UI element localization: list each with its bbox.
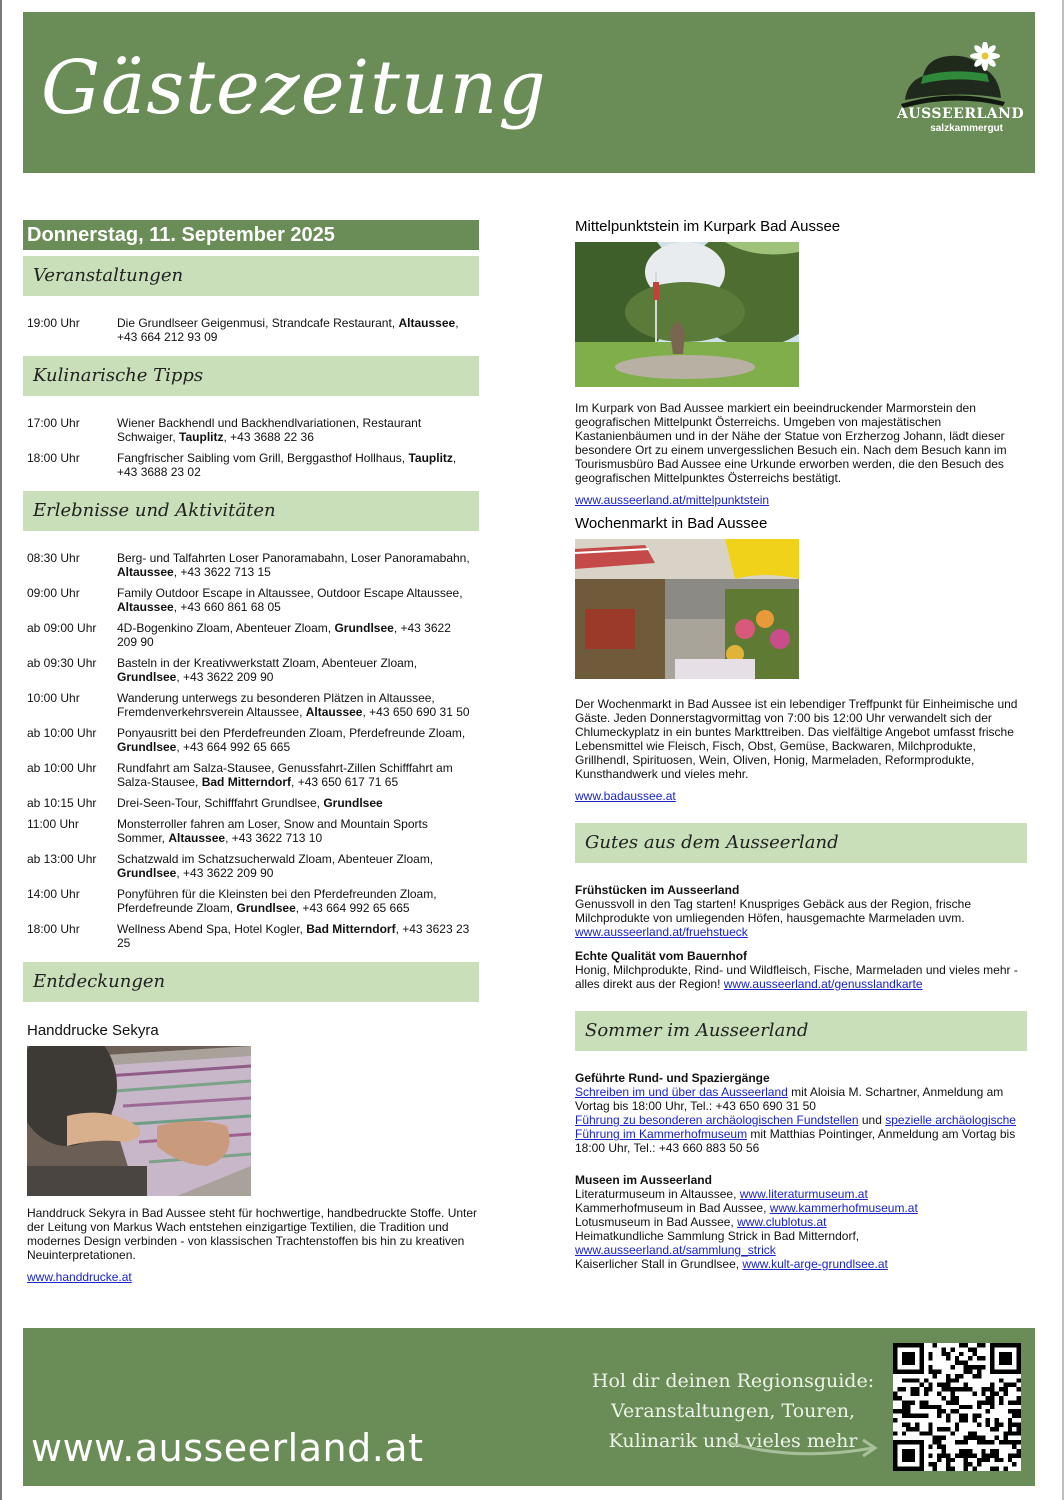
event-description (117, 656, 479, 684)
event-phone: , +43 3688 22 36 (223, 430, 314, 444)
event-description (117, 551, 479, 579)
wochenmarkt-photo (575, 539, 799, 679)
event-row (23, 621, 479, 649)
museum-row (575, 1257, 1027, 1271)
kammerhof-fuehrung-link[interactable]: spezielle archäologische Führung im Kammerhofmuseum (575, 1113, 1016, 1141)
section-kulinarisch-heading: Kulinarische Tipps (23, 356, 479, 396)
date-banner: Donnerstag, 11. September 2025 (23, 220, 479, 250)
event-time: 11:00 Uhr (27, 817, 79, 831)
event-place: Altaussee (117, 600, 174, 614)
event-row (23, 551, 479, 579)
event-text: Basteln in der Kreativwerkstatt Zloam, Abenteuer Zloam, (117, 656, 418, 670)
event-phone: , +43 664 992 65 665 (176, 740, 291, 754)
museum-name: Kaiserlicher Stall in Grundlsee, (575, 1257, 743, 1271)
event-row (23, 761, 479, 789)
footer-url[interactable]: www.ausseerland.at (31, 1426, 424, 1470)
event-row (23, 586, 479, 614)
event-time: 14:00 Uhr (27, 887, 80, 901)
event-time: 10:00 Uhr (27, 691, 80, 705)
section-entdeckungen-heading: Entdeckungen (23, 962, 479, 1002)
arrow-icon (723, 1432, 883, 1462)
event-phone: , +43 3622 209 90 (176, 866, 274, 880)
event-row (23, 796, 479, 810)
event-place: Grundlsee (117, 866, 177, 880)
event-phone: , +43 660 861 68 05 (173, 600, 281, 614)
event-description (117, 817, 479, 845)
right-column (575, 218, 1027, 1271)
event-text: 4D-Bogenkino Zloam, Abenteuer Zloam, (117, 621, 335, 635)
logo-subtitle: salzkammergut (930, 123, 1003, 134)
gefuehrte-item-text: mit Matthias Pointinger, Anmeldung am Vortag bis 18:00 Uhr, Tel.: +43 660 883 50 56 (575, 1127, 1016, 1155)
event-time: 08:30 Uhr (27, 551, 80, 565)
event-phone: , +43 664 212 93 09 (117, 316, 459, 344)
museen-heading: Museen im Ausseerland (575, 1173, 712, 1187)
event-list-veranstaltungen (23, 316, 479, 344)
promo-line-3: Kulinarik und vieles mehr (608, 1430, 858, 1452)
event-description (117, 922, 479, 950)
event-phone: , +43 650 617 71 65 (291, 775, 399, 789)
event-description (117, 691, 479, 719)
event-place: Altaussee (117, 565, 174, 579)
page-title: Gästezeitung (41, 45, 547, 131)
event-description (117, 621, 479, 649)
museum-link[interactable]: www.clublotus.at (737, 1215, 827, 1229)
event-time: ab 13:00 Uhr (27, 852, 97, 866)
gutes-list (575, 883, 1027, 991)
mittelpunkt-text: Im Kurpark von Bad Aussee markiert ein beeindruckender Marmorstein den geografischen Mittelpunkt Österreichs. Umgeben von majestätischen Kastanienbäumen und in der Nähe der Statue von Erzherzog Johann, lädt dieser besondere Ort zu einem unvergesslichen Besuch ein. Nach dem Besuch kann im Tourismusbüro Bad Aussee eine Urkunde erworben werden, die den Besuch des geografischen Mittelpunktes Österreichs bestätigt. (575, 401, 1007, 485)
event-time: 18:00 Uhr (27, 451, 80, 465)
event-text: Rundfahrt am Salza-Stausee, Genussfahrt-Zillen Schifffahrt am Salza-Stausee, (117, 761, 453, 789)
event-text: Ponyausritt bei den Pferdefreunden Zloam, Pferdefreunde Zloam, (117, 726, 466, 740)
event-time: 09:00 Uhr (27, 586, 80, 600)
event-place: Grundlsee (323, 796, 383, 810)
museum-row (575, 1187, 1027, 1201)
event-text: Wanderung unterwegs zu besonderen Plätzen in Altaussee, Fremdenverkehrsverein Altaussee, (117, 691, 435, 719)
event-row (23, 922, 479, 950)
event-phone: , +43 3622 209 90 (117, 621, 451, 649)
museum-link[interactable]: www.kult-arge-grundlsee.at (742, 1257, 888, 1271)
event-text: Schatzwald im Schatzsucherwald Zloam, Abenteuer Zloam, (117, 852, 434, 866)
wochenmarkt-title: Wochenmarkt in Bad Aussee (575, 515, 768, 532)
promo-line-1: Hol dir deinen Regionsguide: (591, 1370, 875, 1392)
event-text: Fangfrischer Saibling vom Grill, Berggasthof Hollhaus, (117, 451, 409, 465)
page-frame-left (0, 0, 2, 1500)
event-place: Grundlsee (334, 621, 394, 635)
event-phone: , +43 650 690 31 50 (362, 705, 470, 719)
gutes-item-heading: Frühstücken im Ausseerland (575, 883, 740, 897)
event-place: Grundlsee (236, 901, 296, 915)
event-text: Die Grundlseer Geigenmusi, Strandcafe Restaurant, (117, 316, 399, 330)
feature-title: Handdrucke Sekyra (27, 1022, 159, 1039)
genusslandkarte-link[interactable]: www.ausseerland.at/genusslandkarte (723, 977, 923, 991)
museum-row (575, 1201, 1027, 1215)
event-row (23, 726, 479, 754)
event-place: Bad Mitterndorf (201, 775, 292, 789)
event-place: Altaussee (305, 705, 363, 719)
museum-link[interactable]: www.kammerhofmuseum.at (769, 1201, 918, 1215)
museum-row (575, 1229, 1027, 1257)
event-description (117, 761, 479, 789)
archaeologie-link[interactable]: Führung zu besonderen archäologischen Fundstellen (575, 1113, 859, 1127)
event-row (23, 852, 479, 880)
sommer-block (575, 1071, 1027, 1271)
mittelpunkt-title: Mittelpunktstein im Kurpark Bad Aussee (575, 218, 841, 235)
section-veranstaltungen-heading: Veranstaltungen (23, 256, 479, 296)
event-time: 17:00 Uhr (27, 416, 80, 430)
qr-code-icon[interactable] (893, 1343, 1021, 1471)
event-time: 19:00 Uhr (27, 316, 80, 330)
event-list-kulinarisch (23, 416, 479, 479)
event-row (23, 691, 479, 719)
museum-name: Kammerhofmuseum in Bad Aussee, (575, 1201, 770, 1215)
event-row (23, 887, 479, 915)
event-text: Family Outdoor Escape in Altaussee, Outdoor Escape Altaussee, (117, 586, 463, 600)
event-text: Drei-Seen-Tour, Schifffahrt Grundlsee, (117, 796, 324, 810)
event-description (117, 796, 479, 810)
event-description (117, 451, 479, 479)
hat-icon (897, 42, 1009, 112)
page-footer (23, 1328, 1035, 1486)
event-time: ab 09:30 Uhr (27, 656, 97, 670)
badaussee-link[interactable]: www.badaussee.at (575, 789, 676, 803)
gefuehrte-heading: Geführte Rund- und Spaziergänge (575, 1071, 770, 1085)
gutes-item (575, 883, 1027, 939)
gefuehrte-item-2 (575, 1113, 1027, 1155)
event-time: 18:00 Uhr (27, 922, 80, 936)
gutes-item-text: Genussvoll in den Tag starten! Knuspriges Gebäck aus der Region, frische Milchprodukte von umliegenden Höfen, hausgemachte Marmeladen uvm. (575, 897, 971, 925)
event-text: Ponyführen für die Kleinsten bei den Pferdefreunden Zloam, Pferdefreunde Zloam, (117, 887, 437, 915)
event-phone: , +43 3688 23 02 (117, 451, 457, 479)
event-description (117, 586, 479, 614)
event-description (117, 726, 479, 754)
event-place: Tauplitz (179, 430, 224, 444)
event-phone: , +43 3622 209 90 (176, 670, 274, 684)
event-phone: , +43 3623 23 25 (117, 922, 470, 950)
event-time: ab 09:00 Uhr (27, 621, 97, 635)
museum-row (575, 1215, 1027, 1229)
event-place: Grundlsee (117, 740, 177, 754)
event-text: Wellness Abend Spa, Hotel Kogler, (117, 922, 307, 936)
event-time: ab 10:00 Uhr (27, 761, 97, 775)
museum-link[interactable]: www.ausseerland.at/sammlung_strick (575, 1243, 776, 1257)
event-description (117, 316, 479, 344)
section-sommer-heading: Sommer im Ausseerland (575, 1011, 1027, 1051)
museum-name: Heimatkundliche Sammlung Strick in Bad Mitterndorf, (575, 1229, 860, 1243)
event-description (117, 887, 479, 915)
promo-line-2: Veranstaltungen, Touren, (611, 1400, 855, 1422)
museum-name: Literaturmuseum in Altaussee, (575, 1187, 740, 1201)
event-row (23, 817, 479, 845)
event-row (23, 416, 479, 444)
page-header (23, 12, 1035, 173)
gutes-item-heading: Echte Qualität vom Bauernhof (575, 949, 748, 963)
event-list-erlebnisse (23, 551, 479, 950)
handdruck-photo (27, 1046, 251, 1196)
museum-link[interactable]: www.literaturmuseum.at (739, 1187, 868, 1201)
schreiben-link[interactable]: Schreiben im und über das Ausseerland (575, 1085, 788, 1099)
section-erlebnisse-heading: Erlebnisse und Aktivitäten (23, 491, 479, 531)
gutes-item-text: Honig, Milchprodukte, Rind- und Wildfleisch, Fische, Marmeladen und vieles mehr - alles direkt aus der Region! (575, 963, 1018, 991)
section-gutes-heading: Gutes aus dem Ausseerland (575, 823, 1027, 863)
event-time: ab 10:00 Uhr (27, 726, 97, 740)
event-place: Bad Mitterndorf (306, 922, 396, 936)
event-text: Wiener Backhendl und Backhendlvariationen, Restaurant Schwaiger, (117, 416, 422, 444)
event-row (23, 451, 479, 479)
mittelpunkt-link[interactable]: www.ausseerland.at/mittelpunktstein (575, 493, 770, 507)
museen-list (575, 1187, 1027, 1271)
event-place: Grundlsee (117, 670, 177, 684)
event-row (23, 316, 479, 344)
gefuehrte-item-1 (575, 1085, 1027, 1113)
left-column (23, 220, 479, 1284)
event-phone: , +43 3622 713 15 (173, 565, 271, 579)
fruehstueck-link[interactable]: www.ausseerland.at/fruehstueck (575, 925, 748, 939)
gutes-item (575, 949, 1027, 991)
handdrucke-link[interactable]: www.handdrucke.at (27, 1270, 132, 1284)
feature-handdrucke (23, 1022, 479, 1284)
connector-text: und (858, 1113, 886, 1127)
event-place: Altaussee (398, 316, 456, 330)
museum-name: Lotusmuseum in Bad Aussee, (575, 1215, 738, 1229)
event-time: ab 10:15 Uhr (27, 796, 97, 810)
wochenmarkt-text: Der Wochenmarkt in Bad Aussee ist ein lebendiger Treffpunkt für Einheimische und Gäste. Jeden Donnerstagvormittag von 7:00 bis 12:00 Uhr verwandelt sich der Chlumeckyplatz in ein buntes Markttreiben. Das vielfältige Angebot umfasst frische Lebensmittel wie Fleisch, Fisch, Obst, Gemüse, Backwaren, Milchprodukte, Grillhendl, Spirituosen, Wein, Oliven, Honig, Marmeladen, Reformprodukte, Kunsthandwerk und vieles mehr. (575, 697, 1018, 781)
logo-text: AUSSEERLAND (897, 106, 1025, 122)
feature-text: Handdruck Sekyra in Bad Aussee steht für hochwertige, handbedruckte Stoffe. Unter der Leitung von Markus Wach entstehen einzigartige Textilien, die Tradition und modernes Design verbinden - von klassischen Trachtenstoffen bis hin zu kreativen Neuinterpretationen. (27, 1206, 478, 1262)
ausseerland-logo (897, 42, 1025, 142)
kurpark-photo (575, 242, 799, 387)
event-text: Monsterroller fahren am Loser, Snow and Mountain Sports Sommer, (117, 817, 428, 845)
event-phone: , +43 3622 713 10 (225, 831, 323, 845)
event-text: Berg- und Talfahrten Loser Panoramabahn, Loser Panoramabahn, (117, 551, 470, 565)
event-place: Altaussee (168, 831, 226, 845)
event-place: Tauplitz (408, 451, 453, 465)
event-description (117, 416, 479, 444)
gefuehrte-item-text: mit Aloisia M. Schartner, Anmeldung am Vortag bis 18:00 Uhr, Tel.: +43 650 690 31 50 (575, 1085, 1004, 1113)
event-description (117, 852, 479, 880)
event-row (23, 656, 479, 684)
event-phone: , +43 664 992 65 665 (295, 901, 410, 915)
